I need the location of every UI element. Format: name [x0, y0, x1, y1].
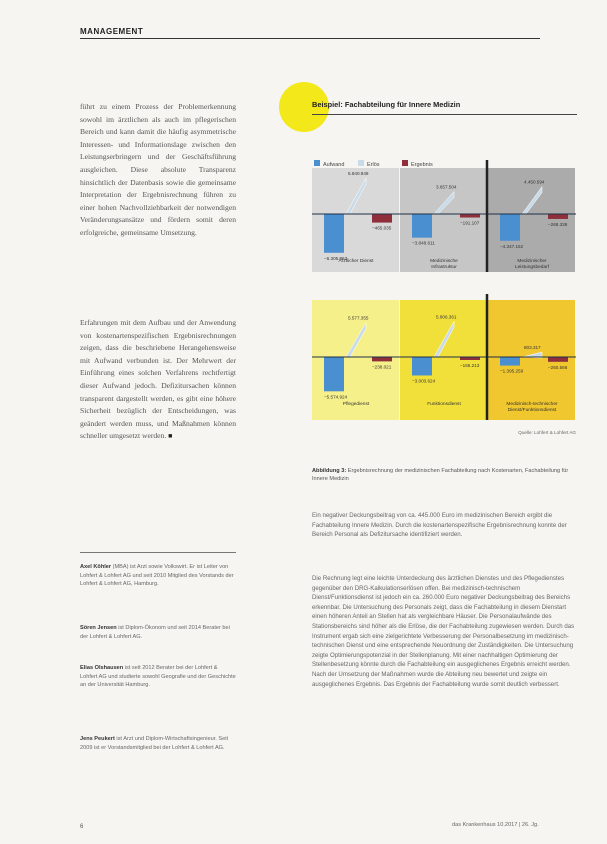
label-ergebnis-4: −155.213 — [460, 363, 480, 368]
label-ergebnis-1: −191.107 — [460, 220, 480, 226]
legend-label-2: Ergebnis — [411, 162, 433, 168]
label-erloes-4: 5.806.361 — [436, 314, 457, 320]
category-label-line-1-0: Medizinische — [430, 259, 458, 264]
caption-text: Ergebnisrechnung der medizinischen Fachabteilung nach Kostenarten, Fachabteilung für Innere Medizin — [312, 468, 569, 483]
category-label-line-5-0: Medizinisch-technischer — [506, 402, 558, 407]
author-bio-4 — [80, 735, 236, 752]
section-header: MANAGEMENT — [80, 27, 144, 36]
category-label-line-3-0: Pflegedienst — [342, 402, 370, 407]
author-bio-2 — [80, 624, 236, 641]
bar-ergebnis-0 — [372, 214, 392, 223]
label-erloes-5: 803.317 — [524, 345, 541, 351]
author-name-4: Jens Peukert — [80, 736, 115, 742]
page-number: 6 — [80, 824, 84, 830]
legend-label-1: Erlös — [367, 162, 380, 168]
label-ergebnis-2: −268.338 — [548, 221, 568, 227]
author-bio-1 — [80, 563, 236, 589]
cost-result-chart — [310, 152, 582, 462]
bar-aufwand-2 — [500, 214, 520, 241]
bar-ergebnis-1 — [460, 214, 480, 218]
label-aufwand-3: −5.574.924 — [324, 394, 348, 400]
author-name-2: Sören Jensen — [80, 625, 117, 631]
figure-caption — [312, 467, 580, 484]
bio-rule — [80, 552, 236, 553]
author-text-3: ist seit 2012 Berater bei der Lohfert & Lohfert AG und studierte sowohl Geografie und der Geschichte an der Universität Hamburg. — [80, 665, 236, 689]
bar-ergebnis-5 — [548, 357, 568, 362]
legend-swatch-0 — [314, 160, 320, 166]
category-label-line-5-1: Dienst/Funktionsdienst — [507, 408, 557, 413]
legend-label-0: Aufwand — [323, 162, 345, 168]
bar-aufwand-4 — [412, 357, 432, 375]
category-label-line-1-1: Infrastruktur — [431, 265, 457, 270]
label-ergebnis-3: −238.021 — [372, 364, 392, 370]
bar-aufwand-5 — [500, 357, 520, 366]
label-aufwand-2: −4.347.152 — [500, 243, 524, 249]
author-text-4: ist Arzt und Diplom-Wirtschaftsingenieur. Seit 2009 ist er Vorstandsmitglied bei der Lohfert & Lohfert AG. — [80, 736, 228, 751]
category-label-line-2-0: Medizinischer — [517, 259, 547, 264]
label-erloes-3: 5.577.355 — [348, 315, 369, 321]
category-label-line-4-0: Funktionsdienst — [427, 402, 461, 407]
header-rule — [80, 38, 540, 39]
category-label-4 — [427, 401, 461, 407]
chart-title: Beispiel: Fachabteilung für Innere Medizin — [312, 100, 461, 109]
author-name-1: Axel Köhler — [80, 564, 112, 570]
label-erloes-1: 3.657.504 — [436, 184, 457, 190]
left-paragraph-2-text: Erfahrungen mit dem Aufbau und der Anwendung von kostenartenspezifischen Ergebnisrechnungen zeigen, dass die beschriebene Herangehensweise mit Aufwand verbunden ist. Der Mehrwert der Einführung eines solchen Verfahrens rechtfertigt dieser Aufwand jedoch. Defizitursachen können transparent dargestellt werden, es gibt eine höhere Sicherheit bezüglich der Entscheidungen, was geändert werden muss, und Maßnahmen können schneller umgesetzt werden. — [80, 318, 236, 441]
author-text-1: (MBA) ist Arzt sowie Volkswirt. Er ist Leiter von Lohfert & Lohfert AG und seit 2010 Mitglied des Vorstands der Lohfert & Lohfert AG, Hamburg. — [80, 564, 234, 588]
label-erloes-0: 5.840.949 — [348, 171, 369, 177]
chart-title-rule — [312, 114, 577, 115]
author-text-2: ist Diplom-Ökonom und seit 2014 Berater bei der Lohfert & Lohfert AG. — [80, 625, 230, 640]
label-ergebnis-0: −465.035 — [372, 225, 392, 231]
right-paragraph-1: Ein negativer Deckungsbeitrag von ca. 445.000 Euro im medizinischen Bereich ergibt die Fachabteilung Innere Medizin. Durch die kostenartenspezifische Ergebnisrechnung konnte der Bereich Personal als Defizitursache identifiziert werden. — [312, 512, 567, 539]
category-label-line-2-1: Leistungsbedarf — [514, 265, 550, 270]
label-aufwand-4: −3.003.624 — [412, 378, 436, 384]
chart-source: Quelle: Lohfert & Lohfert AG — [518, 430, 576, 435]
journal-footer: das Krankenhaus 10.2017 | 26. Jg. — [452, 822, 539, 828]
left-paragraph-2 — [80, 317, 236, 443]
label-aufwand-5: −1.395.259 — [500, 368, 524, 374]
legend-swatch-2 — [402, 160, 408, 166]
category-label-3 — [343, 401, 370, 407]
author-name-3: Elias Olshausen — [80, 665, 124, 671]
bar-aufwand-3 — [324, 357, 344, 391]
right-paragraph-2: Die Rechnung legt eine leichte Unterdeckung des ärztlichen Dienstes und des Pflegedienstes gegenüber den DRG-Kalkulationserlösen offen. Bei medizinisch-technischem Dienst/Funktionsdienst ist jedoch ein ca. 260.000 Euro negativer Deckungsbeitrag des Bereichs erkennbar. Die Untersuchung des Personals zeigt, dass die Fachabteilung in diesem Dienstart einen höheren Anteil an Stellen hat als vergleichbare Häuser. Die Personalaufwände des Stationsbereichs sind höher als die Erlöse, die der Fachabteilung zugewiesen werden. Durch das Instrument ergab sich eine zielgerichtete Verbesserung der Personalbesetzung im medizinisch-technischen Dienst und eine entsprechende Neuordnung der Zuständigkeiten. Die Untersuchung zeigte Optimierungspotenzial in der Stellenplanung. Mit einer nachhaltigen Optimierung der Stellenbesetzung könnte durch die Fachabteilung ein ausgeglichenes Ergebnis erreicht werden. Nach der Umsetzung der Maßnahmen wurde die Abteilung neu bewertet und zeigte ein ausgeglichenes Ergebnis. Das Ergebnis der Fachabteilung wurde somit deutlich verbessert. — [312, 575, 575, 688]
category-label-line-0-0: Ärztlicher Dienst — [338, 259, 374, 264]
label-ergebnis-5: −260.566 — [548, 364, 568, 370]
legend-swatch-1 — [358, 160, 364, 166]
label-aufwand-1: −3.848.611 — [412, 240, 435, 246]
bar-ergebnis-3 — [372, 357, 392, 361]
bar-ergebnis-2 — [548, 214, 568, 219]
author-bio-3 — [80, 664, 236, 690]
category-label-0 — [339, 257, 375, 264]
caption-label: Abbildung 3: — [312, 468, 347, 474]
end-mark: ■ — [168, 432, 173, 441]
bar-aufwand-0 — [324, 214, 344, 253]
bar-aufwand-1 — [412, 214, 432, 238]
left-paragraph-1: führt zu einem Prozess der Problemerkennung sowohl im ärztlichen als auch im pflegerischen Bereich und kann damit die häufig asymmetrische Interessen- und Informationslage zwischen den Leistungserbringern und der Geschäftsführung ausgleichen. Diese absolute Transparenz hinsichtlich der Datenbasis sowie die gemeinsame Interpretation der Ergebnisrechnung führen zu einer hohen Nachvollziehbarkeit der notwendigen Veränderungsansätze und fördern somit deren erfolgreiche, gemeinsame Umsetzung. — [80, 102, 236, 237]
label-aufwand-0: −6.305.863 — [324, 255, 348, 261]
label-erloes-2: 4.450.594 — [524, 179, 545, 185]
